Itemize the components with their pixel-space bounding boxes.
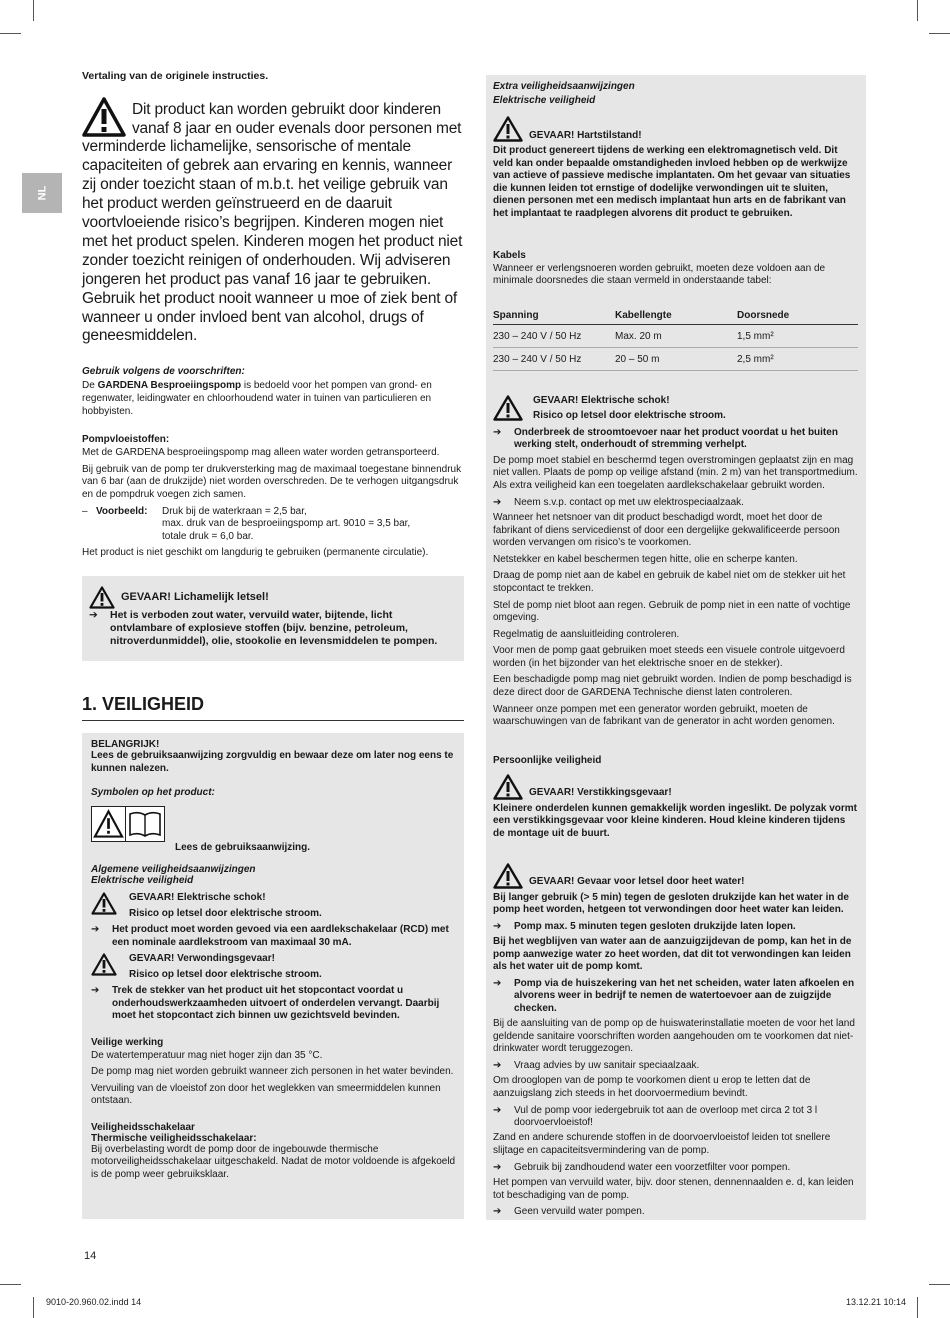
example-dash: – <box>82 505 88 517</box>
translation-note: Vertaling van de originele instructies. <box>82 70 269 82</box>
electric-safety-title: Elektrische veiligheid <box>493 95 596 106</box>
table-cell: 230 – 240 V / 50 Hz <box>493 324 615 347</box>
table-header: Kabellengte <box>615 308 737 325</box>
table-cell: 20 – 50 m <box>615 347 737 370</box>
shock-p4: Draag de pomp niet aan de kabel en gebruik de kabel niet om de stekker uit het stopcontact te trekken. <box>493 570 846 594</box>
crop-mark <box>33 1297 34 1318</box>
important-title: BELANGRIJK! <box>91 738 160 750</box>
safety-box <box>82 733 464 1219</box>
arrow-icon: ➔ <box>493 496 502 508</box>
shock-arrow-item-2 <box>493 497 858 509</box>
arrow-icon: ➔ <box>493 1060 502 1071</box>
table-header: Spanning <box>493 308 615 325</box>
intended-use-post: is bedoeld voor het pompen van grond- en regenwater, leidingwater en chloorhoudend water in tuinen van particulieren en hobbyisten. <box>82 380 432 417</box>
left-column <box>82 70 464 1219</box>
language-tab <box>22 173 62 213</box>
hot-arrow-text-6: Geen vervuild water pompen. <box>514 1206 645 1218</box>
shock-warning <box>91 892 456 924</box>
shock-sub: Risico op letsel door elektrische stroom. <box>533 410 726 422</box>
product-symbols <box>91 806 165 842</box>
shock-p7: Voor men de pomp gaat gebruiken moet steeds een visuele controle uitgevoerd worden (in het bijzonder van het elektrische snoer en de stekker). <box>493 645 845 669</box>
hot-arrow-item-2 <box>493 978 858 1015</box>
table-cell: 1,5 mm² <box>737 324 858 347</box>
shock-arrow-item <box>493 427 858 452</box>
hot-arrow-text-4: Vul de pomp voor iedergebruik tot aan de overloop met circa 2 tot 3 l doorvoervloeistof! <box>514 1104 818 1128</box>
arrow-icon: ➔ <box>91 985 100 997</box>
rcd-text: Het product moet worden gevoed via een aardlekschakelaar (RCD) met een nominale aardlekstroom van maximaal 30 mA. <box>112 924 449 948</box>
hot-water-warning <box>493 863 858 889</box>
shock-p1: De pomp moet stabiel en beschermd tegen overstromingen geplaatst zijn en mag niet vallen. Plaats de pomp op veilige afstand (min. 2 m) van het transportmedium. Als extra veiligheid kan een toegelaten aardlekschakelaar gebruikt worden. <box>493 454 858 491</box>
warning-triangle-icon <box>91 953 117 976</box>
hot-water-p3: Zand en andere schurende stoffen in de doorvoervloeistof leiden tot snellere slijtage en capaciteitsvermindering van de pomp. <box>493 1132 831 1156</box>
hot-arrow-item-6 <box>493 1206 858 1218</box>
safe-operation-p2: De pomp mag niet worden gebruikt wanneer zich personen in het water bevinden. <box>91 1066 454 1078</box>
hot-water-p2: Om drooglopen van de pomp te voorkomen dient u erop te letten dat de aanzuigslang zich steeds in het doorvoermedium bevindt. <box>493 1075 811 1099</box>
hot-water-text-1: Bij langer gebruik (> 5 min) tegen de gesloten drukzijde kan het water in de pomp heet worden, hetgeen tot verwondingen door heet water kan leiden. <box>493 891 849 916</box>
example-label: Voorbeeld: <box>96 505 148 517</box>
danger-text: Het is verboden zout water, vervuild water, bijtende, licht ontvlambare of explosieve stoffen (bijv. benzine, petroleum, nitroverdunmiddel), olie, stookolie en levensmiddelen te pompen. <box>110 608 438 647</box>
shock-title: GEVAAR! Elektrische schok! <box>533 394 670 406</box>
hot-arrow-text-2: Pomp via de huiszekering van het net scheiden, water laten afkoelen en alvorens weer in bedrijf te nemen de watertoevoer aan de zuigzijde checken. <box>514 978 855 1014</box>
warning-triangle-icon <box>493 863 523 889</box>
crop-mark <box>917 0 918 21</box>
warning-triangle-icon <box>493 116 523 142</box>
danger-physical-injury-box <box>82 576 464 661</box>
shock-title: GEVAAR! Elektrische schok! <box>129 892 266 904</box>
table-row <box>493 324 858 347</box>
pumped-media-title: Pompvloeistoffen: <box>82 434 170 446</box>
table-cell: Max. 20 m <box>615 324 737 347</box>
crop-mark <box>929 33 950 34</box>
cable-table <box>493 308 858 371</box>
arrow-icon: ➔ <box>493 426 502 438</box>
example-line-3: totale druk = 6,0 bar. <box>162 530 254 542</box>
injury-sub: Risico op letsel door elektrische stroom. <box>129 968 322 980</box>
injury-title: GEVAAR! Verwondingsgevaar! <box>129 953 275 965</box>
crop-mark <box>33 0 34 21</box>
safety-switch-title: Veiligheidsschakelaar <box>91 1121 195 1133</box>
file-name: 9010-20.960.02.indd 14 <box>46 1297 142 1307</box>
hot-water-p1: Bij de aansluiting van de pomp op de huiswaterinstallatie moeten de voor het land geldende sanitaire voorschriften worden aangehouden om te voorkomen dat niet-drinkwater wordt teruggezogen. <box>493 1018 855 1055</box>
suffocation-title: GEVAAR! Verstikkingsgevaar! <box>529 787 672 799</box>
thermal-switch-text: Bij overbelasting wordt de pomp door de ingebouwde thermische motorveiligheidsschakelaar uitgeschakeld. Nadat de motor voldoende is afgekoeld is de pomp weer gebruiksklaar. <box>91 1143 456 1181</box>
intended-use-pre: De <box>82 380 98 392</box>
intended-use-title: Gebruik volgens de voorschriften: <box>82 366 245 378</box>
manual-book-icon <box>126 807 164 841</box>
table-cell: 2,5 mm² <box>737 347 858 370</box>
table-header-row <box>493 308 858 325</box>
hot-water-p4: Het pompen van vervuild water, bijv. door stenen, dennennaalden e. d, kan leiden tot beschadiging van de pomp. <box>493 1177 854 1201</box>
safe-operation-p3: Vervuiling van de vloeistof zon door het weglekken van smeermiddelen kunnen ontstaan. <box>91 1082 441 1107</box>
arrow-icon: ➔ <box>493 1161 502 1173</box>
shock-p3: Netstekker en kabel beschermen tegen hitte, olie en scherpe kanten. <box>493 553 798 565</box>
arrow-icon: ➔ <box>493 1104 502 1116</box>
hot-arrow-item-5 <box>493 1162 858 1174</box>
heart-text: Dit product genereert tijdens de werking een elektromagnetisch veld. Dit veld kan onder bepaalde omstandigheden invloed hebben op de werkwijze van actieve of passieve medische implantaten. Om het gevaar van situaties die kunnen leiden tot ernstige of dodelijke verwondingen uit te sluiten, dienen personen met een medisch implantaat hun arts en de fabrikant van het implantaat te raadplegen alvorens dit product te gebruiken. <box>493 145 851 219</box>
pumped-media-p2: Bij gebruik van de pomp ter drukversterking mag de maximaal toegestane binnendruk van 6 bar (aan de drukzijde) niet worden overschreden. De te verhogen uitgangsdruk en de pompdruk voegen zich samen. <box>82 463 462 500</box>
crop-mark <box>929 1284 950 1285</box>
cables-text: Wanneer er verlengsnoeren worden gebruikt, moeten deze voldoen aan de minimale doorsnedes die staan vermeld in onderstaande tabel: <box>493 262 826 287</box>
shock-p8: Een beschadigde pomp mag niet gebruikt worden. Indien de pomp beschadigd is deze direct door de GARDENA Technische dienst laten controleren. <box>493 674 852 699</box>
danger-arrow-item <box>89 609 456 648</box>
warning-triangle-icon <box>89 586 115 609</box>
intended-use-product: GARDENA Besproeiingspomp <box>97 380 242 392</box>
pressure-example <box>82 506 464 544</box>
intended-use-text <box>82 380 464 418</box>
intro-warning <box>82 101 464 347</box>
heart-warning <box>493 116 858 142</box>
example-line-1: Druk bij de waterkraan = 2,5 bar, <box>162 505 307 517</box>
shock-warning-text <box>533 395 726 423</box>
example-line-2: max. druk van de besproeiingspomp art. 9010 = 3,5 bar, <box>162 518 411 530</box>
hot-water-title: GEVAAR! Gevaar voor letsel door heet water! <box>529 876 745 888</box>
language-tab-label: NL <box>35 185 48 201</box>
arrow-icon: ➔ <box>493 920 502 932</box>
suffocation-text: Kleinere onderdelen kunnen gemakkelijk worden ingeslikt. De polyzak vormt een verstikkingsgevaar voor kleine kinderen. Houd kleine kinderen tijdens de montage uit de buurt. <box>493 802 857 840</box>
extra-safety-title: Extra veiligheidsaanwijzingen <box>493 81 635 92</box>
electric-safety-title: Elektrische veiligheid <box>91 875 194 887</box>
hot-arrow-item-3 <box>493 1060 858 1072</box>
table-header: Doorsnede <box>737 308 858 325</box>
table-cell: 230 – 240 V / 50 Hz <box>493 347 615 370</box>
shock-arrow-text-2: Neem s.v.p. contact op met uw elektrospeciaalzaak. <box>514 496 744 508</box>
shock-warning <box>493 395 858 427</box>
arrow-icon: ➔ <box>89 608 98 621</box>
cables-title: Kabels <box>493 249 526 261</box>
crop-mark <box>0 33 21 34</box>
section-title: 1. VEILIGHEID <box>82 694 464 721</box>
crop-mark <box>0 1284 21 1285</box>
warning-triangle-icon <box>92 807 126 841</box>
thermal-switch-title: Thermische veiligheidsschakelaar: <box>91 1132 257 1144</box>
shock-p5: Stel de pomp niet bloot aan regen. Gebruik de pomp niet in een natte of vochtige omgeving. <box>493 599 851 624</box>
danger-title: GEVAAR! Lichamelijk letsel! <box>121 591 269 604</box>
warning-triangle-icon <box>493 774 523 800</box>
shock-warning-text <box>129 892 322 920</box>
danger-title-line <box>89 586 456 609</box>
arrow-icon: ➔ <box>91 924 100 936</box>
hot-water-text-2: Bij het wegblijven van water aan de aanzuigzijdevan de pomp, kan het in de pomp aanwezige water zo heet worden, dat dit tot verwondingen kan leiden als het water uit de pomp komt. <box>493 936 852 973</box>
safe-operation-title: Veilige werking <box>91 1036 164 1048</box>
pumped-media-section <box>82 434 464 560</box>
shock-p2: Wanneer het netsnoer van dit product beschadigd wordt, moet het door de fabrikant of diens servicedienst of door een dergelijke gekwalificeerde persoon worden vervangen om risico’s te voorkomen. <box>493 511 840 549</box>
injury-warning-text <box>129 953 322 981</box>
plug-text: Trek de stekker van het product uit het stopcontact voordat u onderhoudswerkzaamheden uitvoert of onderdelen vervangt. Daarbij moet het stopcontact zich binnen uw gezichtsveld bevinden. <box>112 985 440 1022</box>
symbols-title: Symbolen op het product: <box>91 787 215 799</box>
plug-arrow-item <box>91 985 456 1022</box>
right-column <box>486 75 866 1220</box>
pumped-media-p1: Met de GARDENA besproeiingspomp mag alleen water worden getransporteerd. <box>82 447 440 459</box>
page-number: 14 <box>84 1250 97 1262</box>
suffocation-warning <box>493 774 858 800</box>
pumped-media-p3: Het product is niet geschikt om langdurig te gebruiken (permanente circulatie). <box>82 547 429 559</box>
symbols-row <box>91 806 456 853</box>
injury-warning <box>91 953 456 985</box>
shock-p6: Regelmatig de aansluitleiding controleren. <box>493 628 680 640</box>
hot-arrow-text-5: Gebruik bij zandhoudend water een voorzetfilter voor pompen. <box>514 1161 791 1173</box>
shock-sub: Risico op letsel door elektrische stroom. <box>129 907 322 919</box>
shock-p9: Wanneer onze pompen met een generator worden gebruikt, moeten de waarschuwingen van de fabrikant van de generator in acht worden genomen. <box>493 703 835 728</box>
warning-triangle-icon <box>82 97 126 137</box>
hot-arrow-item-1 <box>493 921 858 933</box>
hot-arrow-item-4 <box>493 1105 858 1130</box>
table-row <box>493 347 858 370</box>
rcd-arrow-item <box>91 924 456 949</box>
safe-operation-p1: De watertemperatuur mag niet hoger zijn dan 35 °C. <box>91 1049 323 1061</box>
intended-use-section <box>82 366 464 418</box>
heart-title: GEVAAR! Hartstilstand! <box>529 129 642 141</box>
warning-triangle-icon <box>493 395 523 421</box>
arrow-icon: ➔ <box>493 1206 502 1218</box>
crop-mark <box>917 1297 918 1318</box>
warning-triangle-icon <box>91 892 117 915</box>
important-text: Lees de gebruiksaanwijzing zorgvuldig en bewaar deze om later nog eens te kunnen nalezen. <box>91 749 454 774</box>
hot-arrow-text-3: Vraag advies by uw sanitair speciaalzaak. <box>514 1060 700 1071</box>
hot-arrow-text-1: Pomp max. 5 minuten tegen gesloten drukzijde laten lopen. <box>514 920 796 932</box>
arrow-icon: ➔ <box>493 978 502 989</box>
general-safety-title: Algemene veiligheidsaanwijzingen <box>91 864 256 876</box>
shock-arrow-text: Onderbreek de stroomtoevoer naar het product voordat u het buiten werking stelt, onderhoudt of stremming verhelpt. <box>514 426 838 451</box>
personal-safety-title: Persoonlijke veiligheid <box>493 754 602 766</box>
symbols-caption: Lees de gebruiksaanwijzing. <box>175 841 311 853</box>
intro-warning-text: Dit product kan worden gebruikt door kinderen vanaf 8 jaar en ouder evenals door personen met verminderde lichamelijke, sensorische of mentale capaciteiten of gebrek aan ervaring en kennis, wanneer zij onder toezicht staan of m.b.t. het veilige gebruik van het product werden geïnstrueerd en de daaruit voortvloeiende risico’s begrijpen. Kinderen mogen niet met het product spelen. Kinderen mogen het product niet zonder toezicht reinigen of onderhouden. Wij adviseren jongeren het product pas vanaf 16 jaar te gebruiken. Gebruik het product nooit wanneer u moe of ziek bent of wanneer u onder invloed bent van alcohol, drugs of geneesmiddelen. <box>82 100 463 345</box>
print-date-time: 13.12.21 10:14 <box>846 1297 907 1307</box>
